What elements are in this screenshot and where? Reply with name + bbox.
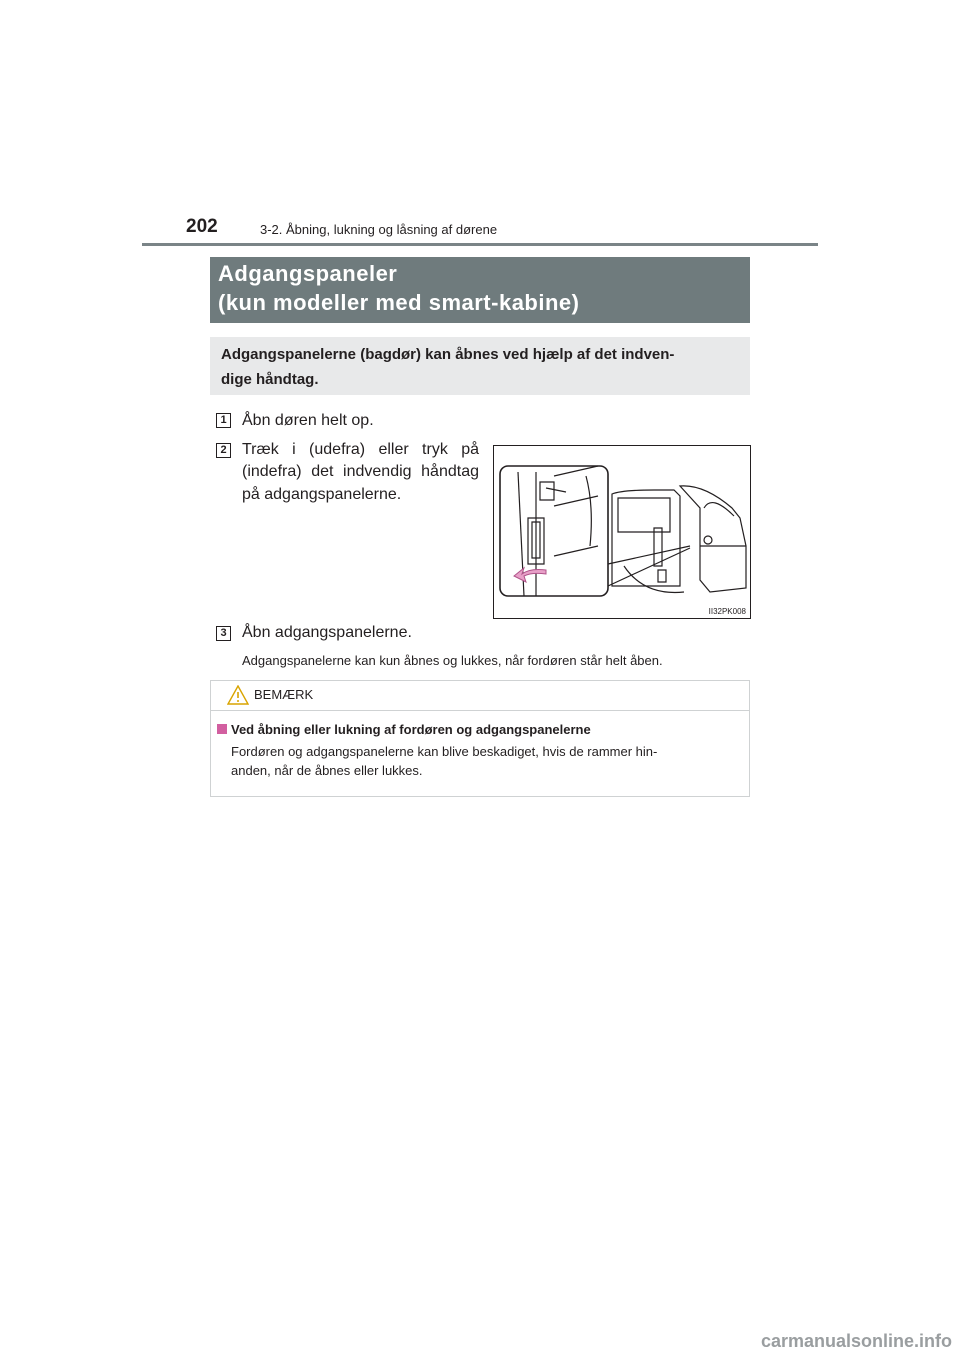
step-number-badge: 3 [216,626,231,641]
step-text: (indefra) det indvendig håndtag [242,463,479,480]
intro-text-line: Adgangspanelerne (bagdør) kan åbnes ved hjælp af det indven- [221,346,675,363]
notice-text-line: anden, når de åbnes eller lukkes. [231,763,423,778]
page-subtitle: (kun modeller med smart-kabine) [218,290,580,315]
section-title-box [210,257,750,323]
header-divider [142,243,818,246]
intro-text-line: dige håndtag. [221,371,319,388]
warning-triangle-icon [227,685,249,705]
door-illustration-svg [494,446,750,618]
step-text: på adgangspanelerne. [242,486,402,503]
square-bullet-icon [217,724,227,734]
notice-subheading: Ved åbning eller lukning af fordøren og adgangspanelerne [231,722,591,737]
notice-header [211,681,749,711]
figure-code: II32PK008 [708,607,746,616]
notice-text-line: Fordøren og adgangspanelerne kan blive beskadiget, hvis de rammer hin- [231,744,658,759]
notice-label: BEMÆRK [254,687,314,702]
intro-box [210,337,750,395]
watermark: carmanualsonline.info [760,1331,952,1351]
notice-box [210,680,750,797]
page-title: Adgangspaneler [218,261,398,286]
step-number-badge: 1 [216,413,231,428]
door-handle-illustration [493,445,751,619]
step-text: Træk i (udefra) eller tryk på [242,441,479,458]
step-note: Adgangspanelerne kan kun åbnes og lukkes, når fordøren står helt åben. [242,653,663,668]
page-number: 202 [186,216,218,237]
section-breadcrumb: 3-2. Åbning, lukning og låsning af dørene [260,222,498,237]
step-number-badge: 2 [216,443,231,458]
step-text: Åbn adgangspanelerne. [242,624,412,641]
step-text: Åbn døren helt op. [242,412,374,429]
